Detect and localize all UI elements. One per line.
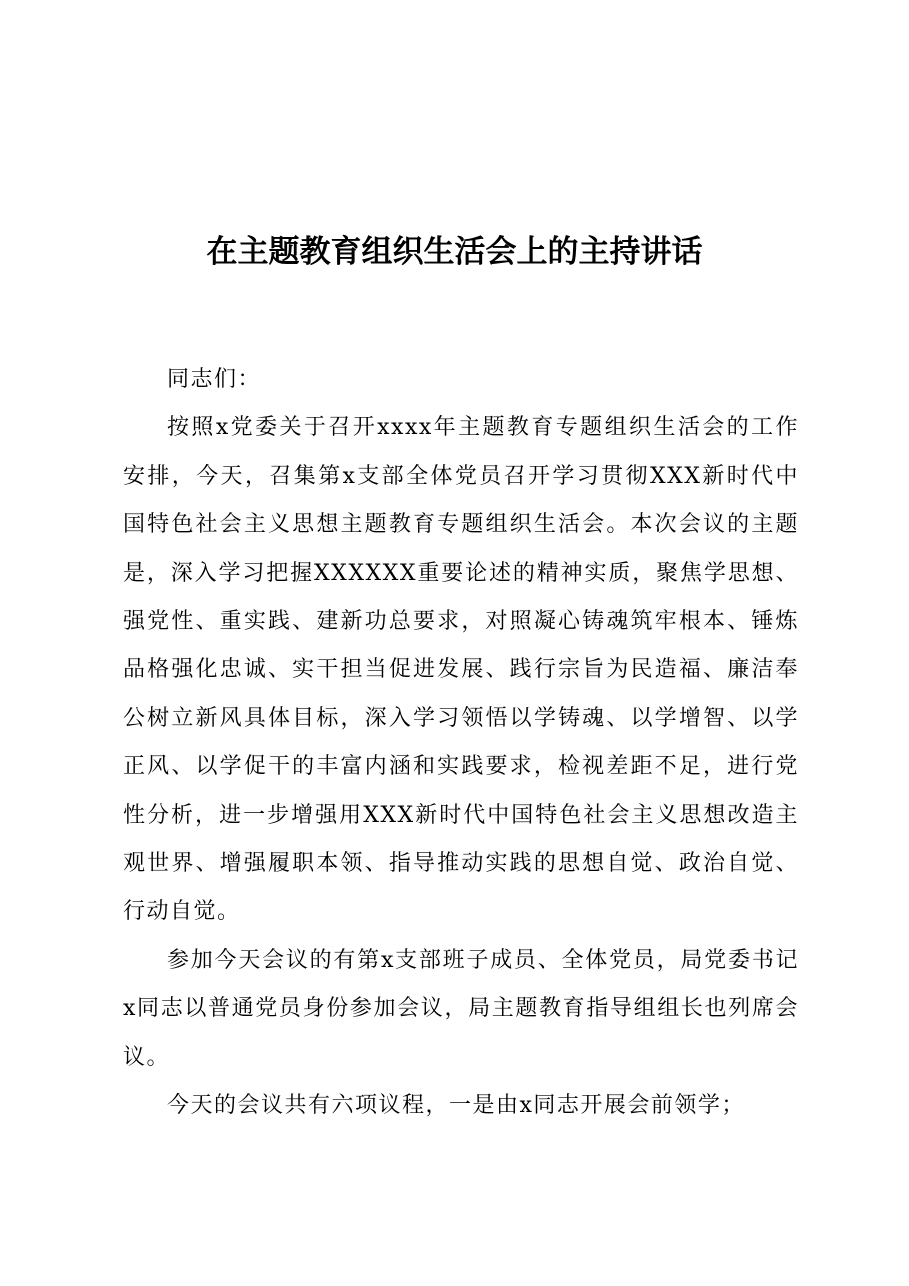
document-body [123, 356, 799, 1131]
document-title: 在主题教育组织生活会上的主持讲话 [206, 234, 703, 270]
paragraph-agenda: 今天的会议共有六项议程，一是由x同志开展会前领学； [167, 1093, 745, 1119]
paragraph-attendees: 参加今天会议的有第x支部班子成员、全体党员，局党委书记x同志以普通党员身份参加会议，局主题教育指导组组长也列席会议。 [123, 947, 799, 1070]
paragraph-intro: 按照x党委关于召开xxxx年主题教育专题组织生活会的工作安排，今天，召集第x支部全体党员召开学习贯彻XXX新时代中国特色社会主义思想主题教育专题组织生活会。本次会议的主题是，深入学习把握XXXXXX重要论述的精神实质，聚焦学思想、强党性、重实践、建新功总要求，对照凝心铸魂筑牢根本、锤炼品格强化忠诚、实干担当促进发展、践行宗旨为民造福、廉洁奉公树立新风具体目标，深入学习领悟以学铸魂、以学增智、以学正风、以学促干的丰富内涵和实践要求，检视差距不足，进行党性分析，进一步增强用XXX新时代中国特色社会主义思想改造主观世界、增强履职本领、指导推动实践的思想自觉、政治自觉、行动自觉。 [123, 415, 799, 925]
salutation: 同志们： [167, 367, 262, 392]
